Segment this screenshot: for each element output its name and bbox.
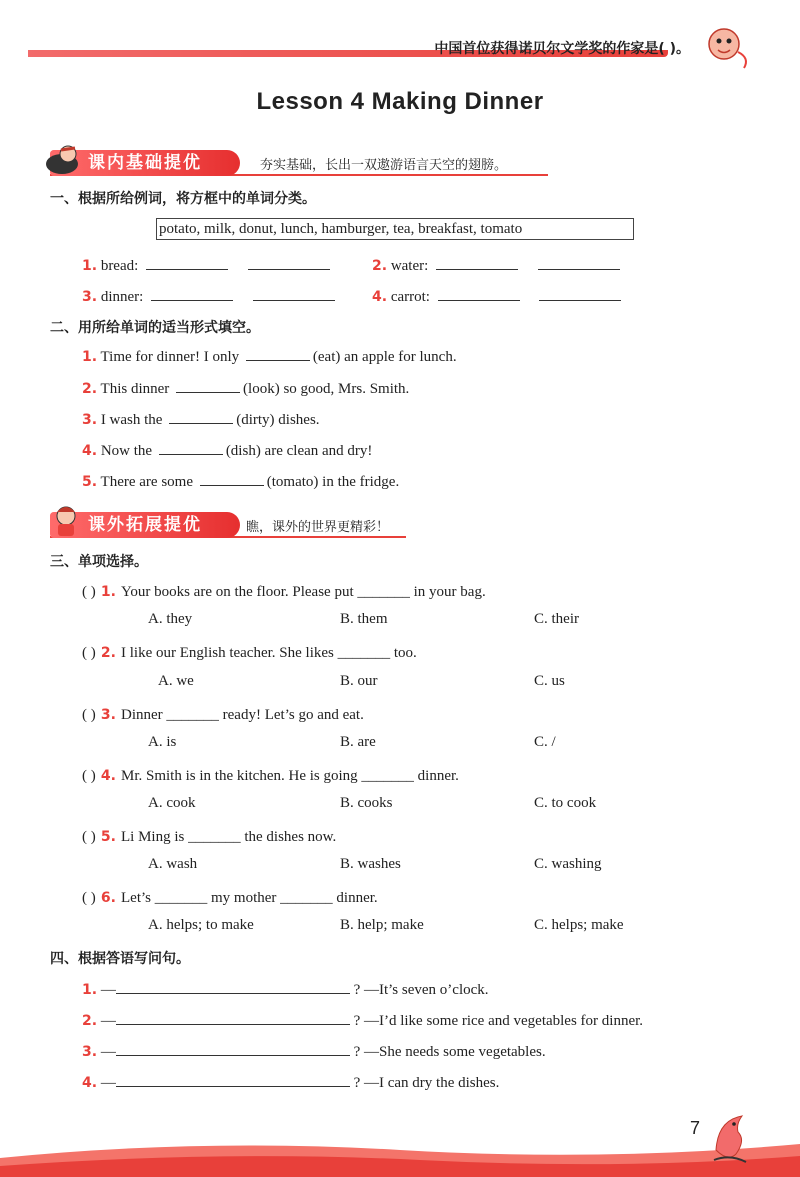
option-c: C. to cook — [534, 795, 597, 811]
dash: — — [100, 1013, 116, 1029]
part2-heading: 二、用所给单词的适当形式填空。 — [50, 320, 260, 336]
answer-text: ? —I’d like some rice and vegetables for dinner. — [353, 1013, 644, 1029]
item-number: 3. — [82, 412, 98, 428]
part1-item — [82, 255, 330, 275]
question-text: Mr. Smith is in the kitchen. He is going _______ dinner. — [121, 768, 459, 784]
answer-blank[interactable] — [159, 440, 223, 455]
answer-paren[interactable]: ( ) — [82, 584, 96, 600]
mc-question — [82, 581, 486, 601]
option-a: A. they — [148, 611, 193, 627]
answer-blank[interactable] — [246, 346, 310, 361]
answer-text: ? —She needs some vegetables. — [353, 1044, 546, 1060]
option-c: C. helps; make — [534, 917, 624, 933]
item-number: 3. — [100, 707, 116, 723]
banner-motto: 瞧，课外的世界更精彩！ — [246, 520, 390, 535]
item-number: 4. — [82, 443, 98, 459]
question-text: Let’s _______ my mother _______ dinner. — [121, 890, 378, 906]
item-label: bread: — [100, 258, 139, 274]
banner-label: 课内基础提优 — [50, 150, 240, 176]
item-number: 1. — [100, 584, 116, 600]
item-text: I wash the — [100, 412, 163, 428]
answer-text: ? —I can dry the dishes. — [353, 1075, 500, 1091]
item-number: 5. — [100, 829, 116, 845]
answer-text: ? —It’s seven o’clock. — [353, 982, 489, 998]
option-b: B. washes — [340, 856, 401, 872]
item-text: (look) so good, Mrs. Smith. — [243, 381, 410, 397]
item-number: 4. — [372, 289, 388, 305]
item-text: (dish) are clean and dry! — [225, 443, 373, 459]
dolphin-icon — [708, 1110, 752, 1168]
option-b: B. help; make — [340, 917, 424, 933]
answer-paren[interactable]: ( ) — [82, 768, 96, 784]
answer-paren[interactable]: ( ) — [82, 890, 96, 906]
item-label: water: — [390, 258, 429, 274]
option-c: C. their — [534, 611, 579, 627]
answer-blank[interactable] — [151, 286, 233, 301]
part2-item — [82, 409, 320, 429]
item-number: 2. — [82, 1013, 98, 1029]
item-number: 1. — [82, 258, 98, 274]
part1-item — [372, 286, 621, 306]
item-number: 5. — [82, 474, 98, 490]
option-a: A. helps; to make — [148, 917, 254, 933]
answer-blank[interactable] — [538, 255, 620, 270]
question-text: I like our English teacher. She likes _______ too. — [121, 645, 417, 661]
dash: — — [100, 1075, 116, 1091]
item-label: dinner: — [100, 289, 144, 305]
cartoon-figure-icon — [44, 502, 84, 540]
answer-blank[interactable] — [116, 979, 350, 994]
dash: — — [100, 1044, 116, 1060]
item-text: (tomato) in the fridge. — [266, 474, 400, 490]
monkey-mascot-icon — [700, 22, 752, 70]
question-text: Your books are on the floor. Please put _______ in your bag. — [121, 584, 486, 600]
item-text: (dirty) dishes. — [236, 412, 320, 428]
answer-blank[interactable] — [116, 1010, 350, 1025]
mc-question — [82, 642, 417, 662]
option-b: B. cooks — [340, 795, 393, 811]
part2-item — [82, 440, 372, 460]
banner-label: 课外拓展提优 — [50, 512, 240, 538]
item-number: 2. — [100, 645, 116, 661]
part4-item — [82, 1041, 546, 1061]
item-text: Now the — [100, 443, 153, 459]
question-text: Dinner _______ ready! Let’s go and eat. — [121, 707, 364, 723]
part2-item — [82, 378, 409, 398]
part1-heading: 一、根据所给例词，将方框中的单词分类。 — [50, 191, 316, 207]
footer-wave — [0, 1118, 800, 1177]
option-b: B. are — [340, 734, 376, 750]
option-a: A. cook — [148, 795, 196, 811]
item-number: 2. — [82, 381, 98, 397]
item-text: Time for dinner! I only — [100, 349, 240, 365]
answer-blank[interactable] — [146, 255, 228, 270]
option-b: B. them — [340, 611, 388, 627]
item-text: There are some — [100, 474, 193, 490]
mc-question — [82, 704, 364, 724]
part2-item — [82, 471, 399, 491]
mc-question — [82, 826, 336, 846]
mc-question — [82, 887, 378, 907]
item-number: 3. — [82, 1044, 98, 1060]
header-quiz: 中国首位获得诺贝尔文学奖的作家是( )。 — [434, 41, 690, 57]
answer-paren[interactable]: ( ) — [82, 645, 96, 661]
page-title: Lesson 4 Making Dinner — [256, 88, 544, 115]
mc-question — [82, 765, 459, 785]
part2-item — [82, 346, 457, 366]
part4-heading: 四、根据答语写问句。 — [50, 951, 190, 967]
part4-item — [82, 1010, 643, 1030]
option-c: C. washing — [534, 856, 602, 872]
section-banner-basic — [50, 150, 550, 176]
answer-paren[interactable]: ( ) — [82, 707, 96, 723]
part4-item — [82, 1072, 499, 1092]
answer-blank[interactable] — [200, 471, 264, 486]
answer-blank[interactable] — [436, 255, 518, 270]
item-number: 2. — [372, 258, 388, 274]
item-number: 4. — [100, 768, 116, 784]
part3-heading: 三、单项选择。 — [50, 554, 148, 570]
cartoon-figure-icon — [42, 142, 84, 178]
answer-blank[interactable] — [253, 286, 335, 301]
question-text: Li Ming is _______ the dishes now. — [121, 829, 337, 845]
answer-blank[interactable] — [116, 1041, 350, 1056]
option-c: C. / — [534, 734, 556, 750]
item-number: 1. — [82, 349, 98, 365]
option-a: A. is — [148, 734, 177, 750]
answer-blank[interactable] — [116, 1072, 350, 1087]
answer-blank[interactable] — [169, 409, 233, 424]
answer-blank[interactable] — [176, 378, 240, 393]
item-number: 3. — [82, 289, 98, 305]
answer-paren[interactable]: ( ) — [82, 829, 96, 845]
option-a: A. wash — [148, 856, 198, 872]
item-number: 1. — [82, 982, 98, 998]
answer-blank[interactable] — [248, 255, 330, 270]
item-number: 4. — [82, 1075, 98, 1091]
option-a: A. we — [158, 673, 194, 689]
answer-blank[interactable] — [438, 286, 520, 301]
option-b: B. our — [340, 673, 378, 689]
item-text: This dinner — [100, 381, 170, 397]
dash: — — [100, 982, 116, 998]
item-number: 6. — [100, 890, 116, 906]
option-c: C. us — [534, 673, 565, 689]
part1-item — [82, 286, 335, 306]
item-text: (eat) an apple for lunch. — [312, 349, 457, 365]
answer-blank[interactable] — [539, 286, 621, 301]
part4-item — [82, 979, 489, 999]
item-label: carrot: — [390, 289, 430, 305]
page-number: 7 — [690, 1118, 701, 1138]
part1-item — [372, 255, 620, 275]
section-banner-extended — [50, 512, 410, 538]
banner-motto: 夯实基础，长出一双遨游语言天空的翅膀。 — [260, 158, 508, 173]
word-box: potato, milk, donut, lunch, hamburger, tea, breakfast, tomato — [156, 218, 634, 240]
